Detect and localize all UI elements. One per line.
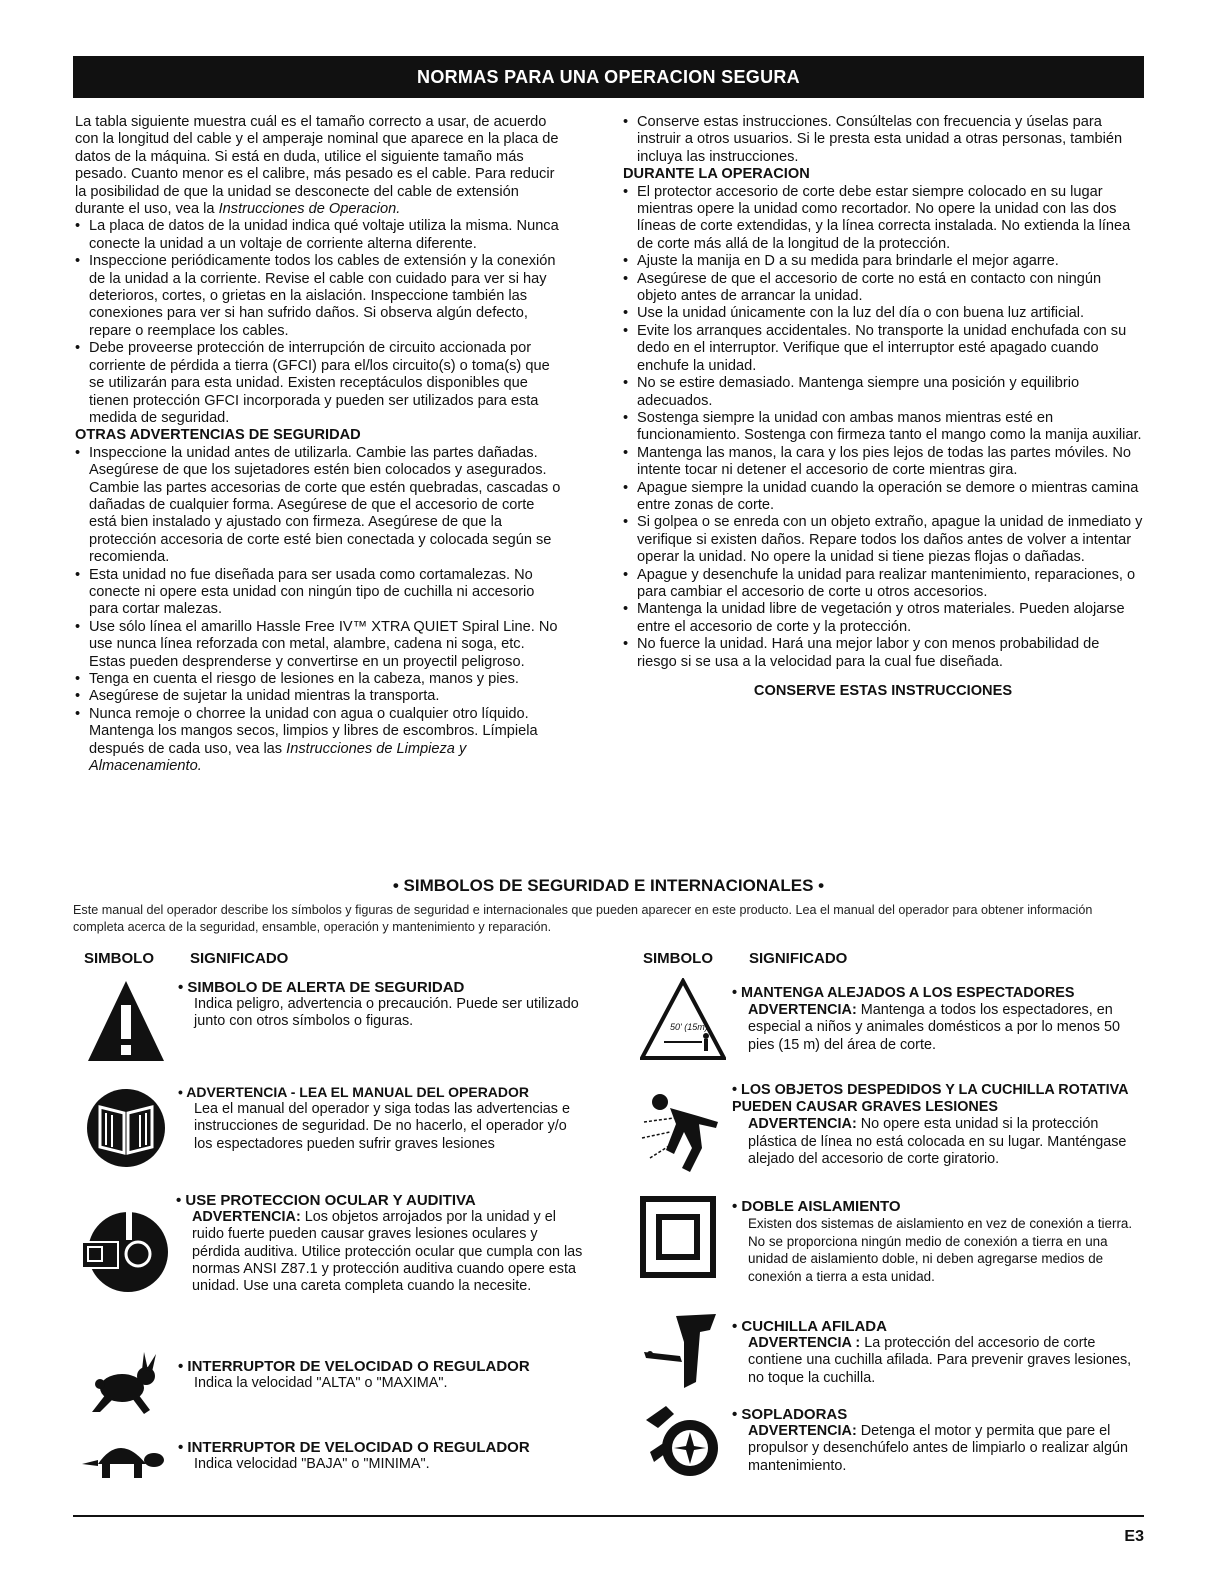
list-item: • Use sólo línea el amarillo Hassle Free IV™ XTRA QUIET Spiral Line. No use nunca línea reforzada con metal, alambre, cadena ni soga, etc. Estas pueden desprenderse y convertirse en un proyectil peligroso. bbox=[75, 619, 565, 671]
symbol-col-label: SIMBOLO bbox=[84, 950, 154, 967]
symbol-description: Indica peligro, advertencia o precaución. Puede ser utilizado junto con otros símbolos o figuras. bbox=[194, 996, 579, 1030]
symbol-title: • ADVERTENCIA - LEA EL MANUAL DEL OPERADOR bbox=[178, 1084, 530, 1100]
symbol-item bbox=[86, 1085, 586, 1185]
blower-icon bbox=[640, 1400, 726, 1484]
left-column bbox=[75, 114, 565, 775]
symbol-title: • SIMBOLO DE ALERTA DE SEGURIDAD bbox=[178, 979, 465, 996]
bullet-list-operation bbox=[623, 184, 1143, 671]
symbol-description: ADVERTENCIA: Los objetos arrojados por la unidad y el ruido fuerte pueden causar graves lesiones oculares y pérdida auditiva. Utilice protección ocular que cumpla con las normas ANSI Z87.1 y protección auditiva cuando opere esta unidad. Use una careta completa cuando la necesite. bbox=[192, 1209, 583, 1295]
symbol-title: • SOPLADORAS bbox=[732, 1406, 848, 1423]
turtle-icon bbox=[80, 1430, 166, 1484]
list-item: • Inspeccione la unidad antes de utilizarla. Cambie las partes dañadas. Asegúrese de que los sujetadores estén bien colocados y asegurados. Cambie las partes accesorias de corte que estén quebradas, cascadas o dañadas de cualquier forma. Asegúrese de que el accesorio de corte está bien instalado y ajustado con firmeza. Asegúrese de que la protección accesoria de corte esté bien conectada y colocada según se recomienda. bbox=[75, 445, 565, 567]
page-banner: NORMAS PARA UNA OPERACION SEGURA bbox=[73, 56, 1144, 98]
list-item: • Asegúrese de que el accesorio de corte no está en contacto con ningún objeto antes de arrancar la unidad. bbox=[623, 271, 1143, 306]
list-item: • Asegúrese de sujetar la unidad mientras la transporta. bbox=[75, 688, 565, 705]
symbol-item bbox=[86, 975, 586, 1070]
symbol-description: Existen dos sistemas de aislamiento en vez de conexión a tierra. No se proporciona ningún medio de conexión a tierra en una unidad de aislamiento doble, ni deben agregarse medios de conexión a tierra a esta unidad. bbox=[748, 1216, 1133, 1284]
list-item: • Mantenga las manos, la cara y los pies lejos de todas las partes móviles. No intente tocar ni detener el accesorio de corte mientras gira. bbox=[623, 445, 1143, 480]
meaning-col-label: SIGNIFICADO bbox=[749, 950, 848, 967]
symbol-title: • MANTENGA ALEJADOS A LOS ESPECTADORES bbox=[732, 985, 1075, 1001]
meaning-col-label: SIGNIFICADO bbox=[190, 950, 289, 967]
list-item: • Si golpea o se enreda con un objeto extraño, apague la unidad de inmediato y verifique si existen daños. Repare todos los daños antes de volver a intentar operar la unidad. No opere la unidad si tiene piezas flojas o dañadas. bbox=[623, 514, 1143, 566]
rabbit-icon bbox=[86, 1350, 162, 1416]
section-heading: DURANTE LA OPERACION bbox=[623, 166, 810, 183]
thrown-objects-icon bbox=[640, 1088, 726, 1178]
symbol-item bbox=[80, 1430, 580, 1490]
symbol-title: • DOBLE AISLAMIENTO bbox=[732, 1198, 901, 1215]
list-item: • Nunca remoje o chorree la unidad con agua o cualquier otro líquido. Mantenga los mangos secos, limpios y libres de escombros. Límpiela después de cada uso, vea las Instrucciones de Limpieza y Almacenamiento. bbox=[75, 706, 565, 776]
double-insulation-icon bbox=[640, 1196, 716, 1278]
symbol-col-label: SIMBOLO bbox=[643, 950, 713, 967]
section-heading: OTRAS ADVERTENCIAS DE SEGURIDAD bbox=[75, 427, 361, 444]
symbols-intro: Este manual del operador describe los símbolos y figuras de seguridad e internacionales que pueden aparecer en este producto. Lea el manual del operador para obtener información completa acerca de la seguridad, ensamble, operación y mantenimiento y reparación. bbox=[73, 903, 1093, 934]
symbol-description: ADVERTENCIA: No opere esta unidad si la protección plástica de línea no está colocada en su lugar. Manténgase alejado del accesorio de corte giratorio. bbox=[748, 1116, 1127, 1167]
symbol-item bbox=[640, 978, 1150, 1068]
symbol-title: • INTERRUPTOR DE VELOCIDAD O REGULADOR bbox=[178, 1439, 530, 1456]
list-item: • Conserve estas instrucciones. Consúltelas con frecuencia y úselas para instruir a otros usuarios. Si le presta esta unidad a otras personas, también incluya las instrucciones. bbox=[623, 114, 1143, 166]
sharp-blade-icon bbox=[640, 1312, 726, 1392]
page-number: E3 bbox=[1124, 1528, 1144, 1545]
symbol-item bbox=[640, 1082, 1150, 1182]
column-header-right bbox=[643, 950, 847, 967]
conserve-note: CONSERVE ESTAS INSTRUCCIONES bbox=[753, 683, 1013, 699]
symbols-title: • SIMBOLOS DE SEGURIDAD E INTERNACIONALES • bbox=[392, 876, 825, 895]
alert-triangle-icon bbox=[86, 975, 166, 1065]
list-item: • La placa de datos de la unidad indica qué voltaje utiliza la misma. Nunca conecte la unidad a un voltaje de corriente alterna diferente. bbox=[75, 218, 565, 253]
list-item: • Mantenga la unidad libre de vegetación y otros materiales. Pueden alojarse entre el accesorio de corte y la protección. bbox=[623, 601, 1143, 636]
symbol-description: ADVERTENCIA: Mantenga a todos los espectadores, en especial a niños y animales domésticos a por lo menos 50 pies (15 m) del área de corte. bbox=[748, 1002, 1120, 1053]
symbol-item bbox=[640, 1312, 1150, 1397]
bullet-list-1 bbox=[75, 218, 565, 427]
symbol-description: Indica velocidad "BAJA" o "MINIMA". bbox=[194, 1456, 430, 1473]
footer-rule bbox=[73, 1515, 1144, 1517]
bystanders-icon bbox=[640, 978, 726, 1060]
intro-paragraph: La tabla siguiente muestra cuál es el tamaño correcto a usar, de acuerdo con la longitud del cable y el amperaje nominal que aparece en la placa de datos de la máquina. Si está en duda, utilice el siguiente tamaño más pesado. Cuanto menor es el calibre, más pesado es el cable. Para reducir la posibilidad de que la unidad se desconecte del cable de extensión durante el uso, vea la Instrucciones de Operacion. bbox=[75, 114, 559, 218]
symbol-title: • USE PROTECCION OCULAR Y AUDITIVA bbox=[176, 1192, 476, 1209]
list-item: • No fuerce la unidad. Hará una mejor labor y con menos probabilidad de riesgo si se usa a la velocidad para la cual fue diseñada. bbox=[623, 636, 1143, 671]
list-item: • Debe proveerse protección de interrupción de circuito accionada por corriente de pérdida a tierra (GFCI) para el/los circuito(s) o toma(s) que se utilizarán para esta unidad. Existen receptáculos disponibles que tienen protección GFCI incorporada y pueden ser utilizados para esta medida de seguridad. bbox=[75, 340, 565, 427]
list-item: • Sostenga siempre la unidad con ambas manos mientras esté en funcionamiento. Sostenga con firmeza tanto el mango como la manija auxiliar. bbox=[623, 410, 1143, 445]
list-item: • Evite los arranques accidentales. No transporte la unidad enchufada con su dedo en el interruptor. Verifique que el interruptor esté apagado cuando enchufe la unidad. bbox=[623, 323, 1143, 375]
list-item: • Tenga en cuenta el riesgo de lesiones en la cabeza, manos y pies. bbox=[75, 671, 565, 688]
eye-ear-protection-icon bbox=[80, 1202, 170, 1302]
list-item: • Apague siempre la unidad cuando la operación se demore o mientras camina entre zonas de corte. bbox=[623, 480, 1143, 515]
symbol-title: • CUCHILLA AFILADA bbox=[732, 1318, 887, 1335]
symbol-description: ADVERTENCIA: Detenga el motor y permita que pare el propulsor y desenchúfelo antes de limpiarlo o realizar algún mantenimiento. bbox=[748, 1423, 1128, 1474]
right-column bbox=[623, 114, 1143, 700]
list-item: • Apague y desenchufe la unidad para realizar mantenimiento, reparaciones, o para cambiar el accesorio de corte u otros accesorios. bbox=[623, 567, 1143, 602]
symbol-title: • LOS OBJETOS DESPEDIDOS Y LA CUCHILLA ROTATIVA PUEDEN CAUSAR GRAVES LESIONES bbox=[732, 1082, 1129, 1116]
list-item: • Inspeccione periódicamente todos los cables de extensión y la conexión de la unidad a la corriente. Revise el cable con cuidado para ver si hay deterioros, cortes, o grietas en la aislación. Inspeccione también las conexiones para ver si han sufrido daños. Si observa algún defecto, repare o reemplace los cables. bbox=[75, 253, 565, 340]
column-header-left bbox=[84, 950, 288, 967]
symbol-description: ADVERTENCIA : La protección del accesorio de corte contiene una cuchilla afilada. Para prevenir graves lesiones, no toque la cuchilla. bbox=[748, 1335, 1132, 1386]
symbol-item bbox=[640, 1196, 1150, 1291]
symbol-title: • INTERRUPTOR DE VELOCIDAD O REGULADOR bbox=[178, 1358, 530, 1375]
symbol-item bbox=[86, 1350, 586, 1420]
bullet-list-2 bbox=[75, 445, 565, 776]
symbol-description: Indica la velocidad "ALTA" o "MAXIMA". bbox=[194, 1375, 448, 1392]
list-item: • Esta unidad no fue diseñada para ser usada como cortamalezas. No conecte ni opere esta unidad con ningún tipo de cuchilla ni accesorio para cortar malezas. bbox=[75, 567, 565, 619]
list-item: • El protector accesorio de corte debe estar siempre colocado en su lugar mientras opere la unidad como recortador. No opere la unidad con las dos líneas de corte extendidas, y la línea correcta instalada. No extienda la línea de corte más allá de la longitud de la protección. bbox=[623, 184, 1143, 254]
symbol-description: Lea el manual del operador y siga todas las advertencias e instrucciones de seguridad. De no hacerlo, el operador y/o los espectadores pueden sufrir graves lesiones bbox=[194, 1101, 570, 1152]
symbol-item bbox=[640, 1400, 1150, 1490]
distance-label: 50' (15m) bbox=[670, 1022, 708, 1032]
list-item: • No se estire demasiado. Mantenga siempre una posición y equilibrio adecuados. bbox=[623, 375, 1143, 410]
symbol-item bbox=[80, 1192, 583, 1332]
manual-book-icon bbox=[86, 1085, 166, 1171]
list-item: • Ajuste la manija en D a su medida para brindarle el mejor agarre. bbox=[623, 253, 1143, 270]
list-item: • Use la unidad únicamente con la luz del día o con buena luz artificial. bbox=[623, 305, 1143, 322]
bullet-list-0 bbox=[623, 114, 1143, 166]
